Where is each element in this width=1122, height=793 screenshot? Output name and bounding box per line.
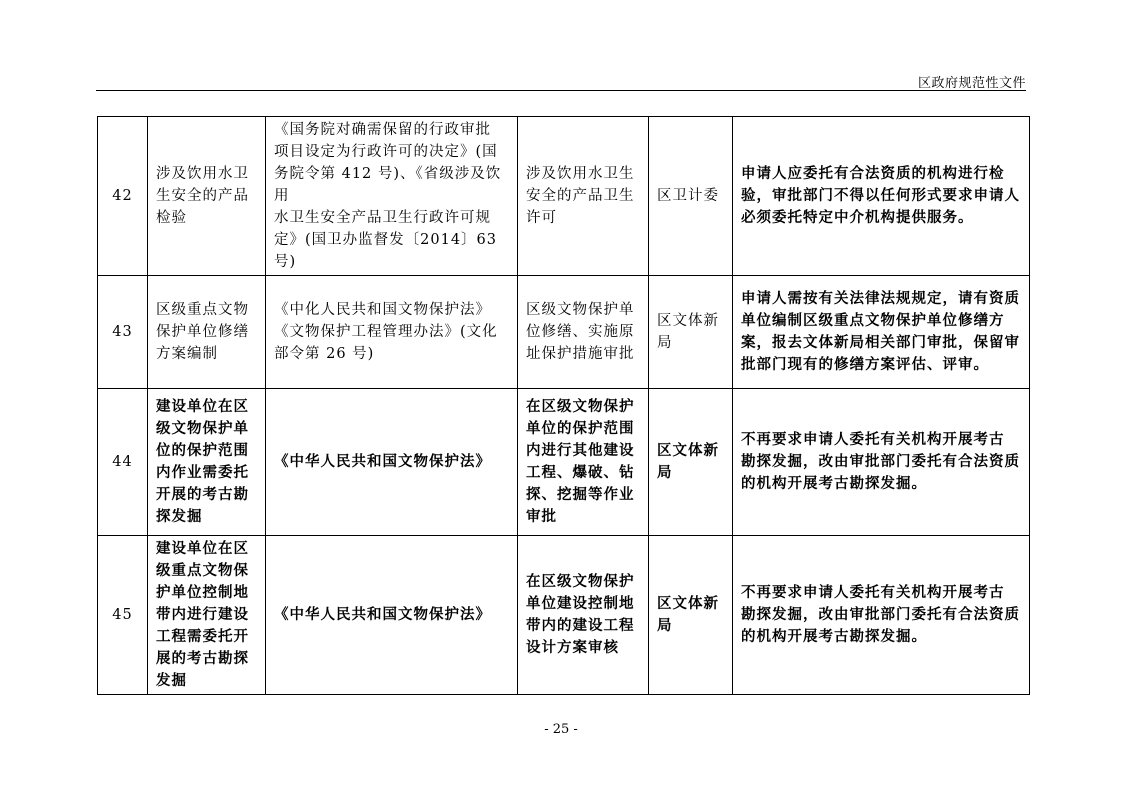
legal-basis-cell: 《中化人民共和国文物保护法》 《文物保护工程管理办法》(文化 部令第 26 号) — [266, 276, 518, 389]
row-number: 45 — [98, 536, 148, 695]
approval-item-cell: 区级文物保护单 位修缮、实施原 址保护措施审批 — [518, 276, 649, 389]
header-rule — [96, 90, 1026, 91]
intermediary-service-cell: 建设单位在区 级文物保护单 位的保护范围 内作业需委托 开展的考古勘 探发掘 — [148, 389, 266, 536]
department-cell: 区卫计委 — [649, 117, 733, 276]
handling-measure-cell: 不再要求申请人委托有关机构开展考古 勘探发掘，改由审批部门委托有合法资质 的机构开展考古勘探发掘。 — [733, 389, 1030, 536]
approval-item-cell: 在区级文物保护 单位的保护范围 内进行其他建设 工程、爆破、钻 探、挖掘等作业 审批 — [518, 389, 649, 536]
department-cell: 区文体新 局 — [649, 536, 733, 695]
row-number: 44 — [98, 389, 148, 536]
page-number: - 25 - — [544, 722, 578, 737]
table-row — [98, 117, 1030, 276]
row-number: 42 — [98, 117, 148, 276]
legal-basis-cell: 《中华人民共和国文物保护法》 — [266, 389, 518, 536]
service-table — [97, 116, 1030, 695]
table-row — [98, 276, 1030, 389]
intermediary-service-cell: 区级重点文物 保护单位修缮 方案编制 — [148, 276, 266, 389]
table-row — [98, 389, 1030, 536]
department-cell: 区文体新 局 — [649, 389, 733, 536]
intermediary-service-cell: 建设单位在区 级重点文物保 护单位控制地 带内进行建设 工程需委托开 展的考古勘探 发掘 — [148, 536, 266, 695]
approval-item-cell: 在区级文物保护 单位建设控制地 带内的建设工程 设计方案审核 — [518, 536, 649, 695]
row-number: 43 — [98, 276, 148, 389]
legal-basis-cell: 《中华人民共和国文物保护法》 — [266, 536, 518, 695]
handling-measure-cell: 申请人应委托有合法资质的机构进行检 验，审批部门不得以任何形式要求申请人 必须委托特定中介机构提供服务。 — [733, 117, 1030, 276]
handling-measure-cell: 申请人需按有关法律法规规定，请有资质 单位编制区级重点文物保护单位修缮方 案，报去文体新局相关部门审批，保留审 批部门现有的修缮方案评估、评审。 — [733, 276, 1030, 389]
handling-measure-cell: 不再要求申请人委托有关机构开展考古 勘探发掘，改由审批部门委托有合法资质 的机构开展考古勘探发掘。 — [733, 536, 1030, 695]
document-header-label: 区政府规范性文件 — [917, 76, 1026, 91]
intermediary-service-cell: 涉及饮用水卫 生安全的产品 检验 — [148, 117, 266, 276]
table-row — [98, 536, 1030, 695]
approval-item-cell: 涉及饮用水卫生 安全的产品卫生 许可 — [518, 117, 649, 276]
department-cell: 区文体新 局 — [649, 276, 733, 389]
legal-basis-cell: 《国务院对确需保留的行政审批 项目设定为行政许可的决定》(国 务院令第 412 号)、《省级涉及饮用 水卫生安全产品卫生行政许可规 定》(国卫办监督发〔2014〕63 号) — [266, 117, 518, 276]
